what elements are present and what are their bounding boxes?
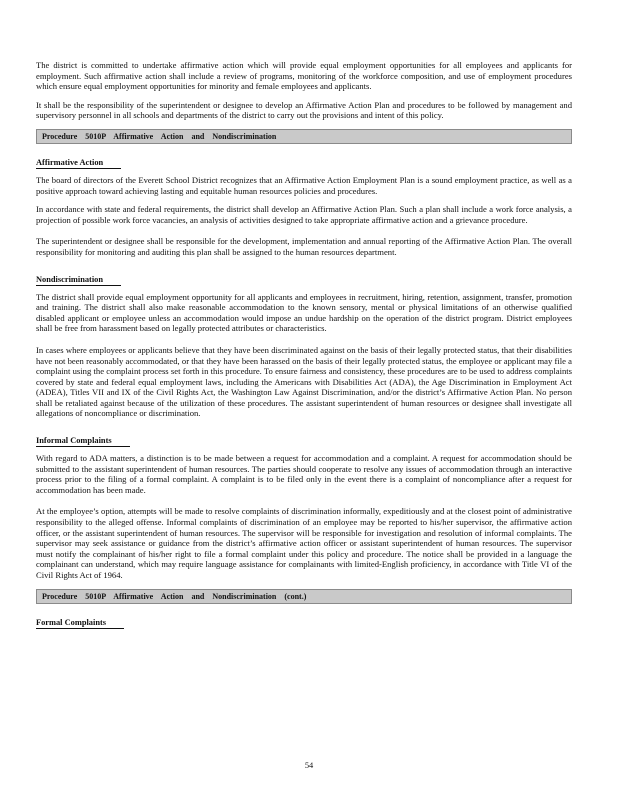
procedure-header-bar-cont: Procedure 5010P Affirmative Action and Nondiscrimination (cont.) [36, 589, 572, 604]
informal-complaints-paragraph-2: At the employee’s option, attempts will be made to resolve complaints of discrimination informally, expeditiously and at the closest point of administrative responsibility to the alleged offense. Informal complaints of discrimination of an employee may be reported to his/her supervisor, the affirmative action officer, or the assistant superintendent of human resources. The supervisor will be responsible for investigation and resolution of informal complaints. The supervisor may seek assistance or guidance from the district’s affirmative action officer or assistant superintendent of human resources. The supervisor must notify the complainant of his/her right to file a formal complaint under this policy and procedure. The notice shall be provided in a language the complainant can understand, which may require language assistance for complainants with limited-English proficiency, in accordance with Title VI of the Civil Rights Act of 1964. [36, 506, 572, 580]
intro-paragraph-2: It shall be the responsibility of the superintendent or designee to develop an Affirmative Action Plan and procedures to be followed by management and supervisory personnel in all schools and departments of the district to carry out the provisions and intent of this policy. [36, 99, 572, 121]
informal-complaints-paragraph-1: With regard to ADA matters, a distinction is to be made between a request for accommodation and a complaint. A request for accommodation should be submitted to the assistant superintendent of human resources. The parties should cooperate to resolve any issues of accommodation through an interactive process prior to the filing of a formal complaint. A complaint is to be filed only in the event there is a complaint of noncompliance after a request for accommodation has been made. [36, 453, 572, 495]
nondiscrimination-paragraph-2: In cases where employees or applicants believe that they have been discriminated against on the basis of their legally protected status, that their disabilities have not been reasonably accommodated, or that they have been harassed on the basis of their legally protected status, the employee or applicant may file a complaint using the complaint process set forth in this procedure. To ensure fairness and consistency, these procedures are to be used to address complaints covered by state and federal equal employment laws, including the Americans with Disabilities Act (ADA), the Age Discrimination in Employment Act (ADEA), Titles VII and IX of the Civil Rights Act, the Washington Law Against Discrimination, and/or the district’s Affirmative Action Plan. No person shall be retaliated against because of the utilization of these procedures. The assistant superintendent of human resources or designee shall investigate all allegations of noncompliance or discrimination. [36, 344, 572, 419]
document-page [36, 60, 572, 635]
affirmative-action-paragraph-1: The board of directors of the Everett School District recognizes that an Affirmative Action Employment Plan is a sound employment practice, as well as a positive approach toward achieving lasting and equitable human resources policies and procedures. [36, 174, 572, 196]
procedure-header-bar: Procedure 5010P Affirmative Action and Nondiscrimination [36, 129, 572, 144]
affirmative-action-heading: Affirmative Action [36, 158, 121, 169]
affirmative-action-paragraph-2: In accordance with state and federal requirements, the district shall develop an Affirmative Action Plan. Such a plan shall include a work force analysis, a projection of possible work force vacancies, an analysis of activities designed to take appropriate affirmative action and a grievance procedure. [36, 204, 572, 225]
nondiscrimination-heading: Nondiscrimination [36, 275, 121, 286]
informal-complaints-heading: Informal Complaints [36, 436, 130, 447]
affirmative-action-paragraph-3: The superintendent or designee shall be responsible for the development, implementation and annual reporting of the Affirmative Action Plan. The overall responsibility for monitoring and auditing this plan shall be assigned to the human resources department. [36, 236, 572, 257]
formal-complaints-heading: Formal Complaints [36, 618, 124, 629]
page-number: 54 [304, 761, 314, 770]
intro-paragraph-1: The district is committed to undertake affirmative action which will provide equal employment opportunities for all employees and applicants for employment. Such affirmative action shall include a review of programs, monitoring of the workforce composition, and use of employment procedures which ensure equal employment opportunities for minority and female employees and applicants. [36, 60, 572, 92]
nondiscrimination-paragraph-1: The district shall provide equal employment opportunity for all applicants and employees in recruitment, hiring, retention, assignment, transfer, promotion and training. The district shall also make reasonable accommodation to the known sensory, mental or physical limitations of an otherwise qualified disabled applicant or employee unless an accommodation would impose an undue hardship on the operation of the district program. District employees shall be free from harassment based on legally protected attributes or characteristics. [36, 291, 572, 334]
